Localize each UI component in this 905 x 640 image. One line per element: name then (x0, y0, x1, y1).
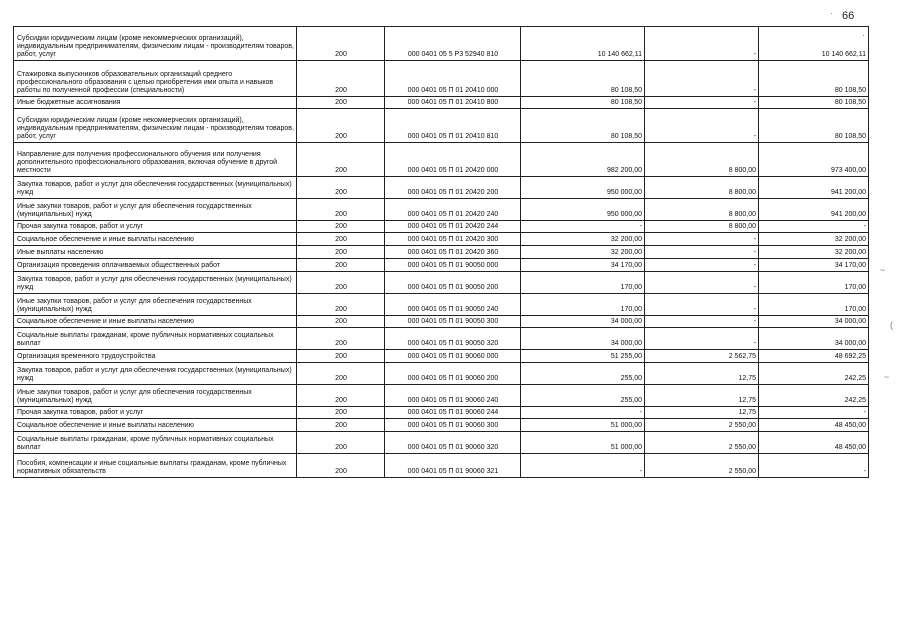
row-name: Закупка товаров, работ и услуг для обеспечения государственных (муниципальных) нужд (14, 272, 297, 294)
row-name: Стажировка выпускников образовательных организаций среднего профессионального образования с целью приобретения ими опыта и навыков работы по полученной профессии (специальности) (14, 61, 297, 97)
row-executed-amount: - (645, 27, 759, 61)
row-name: Иные закупки товаров, работ и услуг для обеспечения государственных (муниципальных) нужд (14, 199, 297, 221)
row-budget-code: 000 0401 05 П 01 20420 360 (385, 246, 521, 259)
row-name: Закупка товаров, работ и услуг для обеспечения государственных (муниципальных) нужд (14, 177, 297, 199)
row-executed-amount: - (645, 294, 759, 316)
row-budget-code: 000 0401 05 П 01 20420 244 (385, 221, 521, 233)
row-remaining-amount: - (759, 221, 869, 233)
row-remaining-amount: 170,00 (759, 294, 869, 316)
row-budget-code: 000 0401 05 П 01 90060 321 (385, 454, 521, 478)
table-row (14, 316, 869, 328)
row-line-code: 200 (297, 199, 385, 221)
row-budget-code: 000 0401 05 П 01 20420 300 (385, 233, 521, 246)
row-budget-code: 000 0401 05 П 01 90060 000 (385, 350, 521, 363)
scan-speck: ( (890, 320, 893, 330)
row-executed-amount: 8 800,00 (645, 143, 759, 177)
row-remaining-amount: 941 200,00 (759, 177, 869, 199)
row-remaining-amount: 32 200,00 (759, 233, 869, 246)
row-name: Субсидии юридическим лицам (кроме некоммерческих организаций), индивидуальным предпринимателям, физическим лицам - производителям товаров, работ, услуг (14, 109, 297, 143)
table-row (14, 272, 869, 294)
row-line-code: 200 (297, 27, 385, 61)
table-row (14, 221, 869, 233)
row-name: Организация временного трудоустройства (14, 350, 297, 363)
row-name: Социальные выплаты гражданам, кроме публичных нормативных социальных выплат (14, 432, 297, 454)
row-approved-amount: 170,00 (521, 272, 645, 294)
row-executed-amount: - (645, 109, 759, 143)
table-row (14, 419, 869, 432)
row-executed-amount: 8 800,00 (645, 177, 759, 199)
row-executed-amount: - (645, 97, 759, 109)
row-line-code: 200 (297, 432, 385, 454)
row-approved-amount: 80 108,50 (521, 61, 645, 97)
row-name: Иные выплаты населению (14, 246, 297, 259)
row-budget-code: 000 0401 05 П 01 20410 800 (385, 97, 521, 109)
row-approved-amount: 80 108,50 (521, 97, 645, 109)
row-approved-amount: 950 000,00 (521, 199, 645, 221)
row-remaining-amount: 10 140 662,11 (759, 27, 869, 61)
row-budget-code: 000 0401 05 П 01 90060 300 (385, 419, 521, 432)
table-row (14, 246, 869, 259)
row-approved-amount: 34 000,00 (521, 328, 645, 350)
row-name: Иные закупки товаров, работ и услуг для обеспечения государственных (муниципальных) нужд (14, 294, 297, 316)
row-approved-amount: 34 000,00 (521, 316, 645, 328)
row-remaining-amount: 941 200,00 (759, 199, 869, 221)
row-approved-amount: - (521, 407, 645, 419)
row-line-code: 200 (297, 407, 385, 419)
row-approved-amount: 80 108,50 (521, 109, 645, 143)
row-executed-amount: 12,75 (645, 407, 759, 419)
row-approved-amount: 51 255,00 (521, 350, 645, 363)
row-approved-amount: 34 170,00 (521, 259, 645, 272)
row-budget-code: 000 0401 05 П 01 90050 200 (385, 272, 521, 294)
row-name: Социальные выплаты гражданам, кроме публичных нормативных социальных выплат (14, 328, 297, 350)
row-name: Субсидии юридическим лицам (кроме некоммерческих организаций), индивидуальным предпринимателям, физическим лицам - производителям товаров, работ, услуг (14, 27, 297, 61)
row-name: Прочая закупка товаров, работ и услуг (14, 221, 297, 233)
row-budget-code: 000 0401 05 П 01 20420 240 (385, 199, 521, 221)
row-line-code: 200 (297, 97, 385, 109)
row-name: Направление для получения профессионального обучения или получения дополнительного профессионального образования, включая обучение в другой местности (14, 143, 297, 177)
row-line-code: 200 (297, 316, 385, 328)
row-budget-code: 000 0401 05 П 01 90050 000 (385, 259, 521, 272)
row-executed-amount: 2 550,00 (645, 419, 759, 432)
table-row (14, 143, 869, 177)
row-budget-code: 000 0401 05 П 01 90060 320 (385, 432, 521, 454)
row-remaining-amount: 242,25 (759, 385, 869, 407)
row-remaining-amount: 32 200,00 (759, 246, 869, 259)
row-approved-amount: 170,00 (521, 294, 645, 316)
table-row (14, 363, 869, 385)
row-budget-code: 000 0401 05 5 P3 52940 810 (385, 27, 521, 61)
row-budget-code: 000 0401 05 П 01 20420 000 (385, 143, 521, 177)
row-remaining-amount: 34 000,00 (759, 328, 869, 350)
row-line-code: 200 (297, 221, 385, 233)
row-approved-amount: 10 140 662,11 (521, 27, 645, 61)
row-name: Социальное обеспечение и иные выплаты населению (14, 233, 297, 246)
row-name: Пособия, компенсации и иные социальные выплаты гражданам, кроме публичных нормативных обязательств (14, 454, 297, 478)
row-approved-amount: 255,00 (521, 385, 645, 407)
row-executed-amount: - (645, 259, 759, 272)
row-remaining-amount: 80 108,50 (759, 109, 869, 143)
table-row (14, 199, 869, 221)
row-line-code: 200 (297, 109, 385, 143)
row-approved-amount: 51 000,00 (521, 432, 645, 454)
row-line-code: 200 (297, 454, 385, 478)
row-remaining-amount: 170,00 (759, 272, 869, 294)
row-name: Социальное обеспечение и иные выплаты населению (14, 316, 297, 328)
row-line-code: 200 (297, 259, 385, 272)
row-remaining-amount: 80 108,50 (759, 61, 869, 97)
scan-speck: ~ (884, 372, 890, 382)
table-row (14, 61, 869, 97)
row-budget-code: 000 0401 05 П 01 20420 200 (385, 177, 521, 199)
row-remaining-amount: - (759, 454, 869, 478)
row-remaining-amount: - (759, 407, 869, 419)
row-line-code: 200 (297, 385, 385, 407)
page-number: 66 (842, 10, 855, 22)
row-budget-code: 000 0401 05 П 01 20410 000 (385, 61, 521, 97)
row-executed-amount: - (645, 246, 759, 259)
table-row (14, 407, 869, 419)
row-approved-amount: 950 000,00 (521, 177, 645, 199)
row-remaining-amount: 242,25 (759, 363, 869, 385)
budget-table (13, 26, 869, 478)
row-line-code: 200 (297, 350, 385, 363)
row-approved-amount: 32 200,00 (521, 246, 645, 259)
scan-speck: · (862, 30, 865, 40)
row-remaining-amount: 48 450,00 (759, 419, 869, 432)
row-line-code: 200 (297, 233, 385, 246)
table-row (14, 350, 869, 363)
row-budget-code: 000 0401 05 П 01 90050 300 (385, 316, 521, 328)
row-budget-code: 000 0401 05 П 01 20410 810 (385, 109, 521, 143)
row-line-code: 200 (297, 363, 385, 385)
row-line-code: 200 (297, 61, 385, 97)
row-executed-amount: 2 562,75 (645, 350, 759, 363)
row-remaining-amount: 48 692,25 (759, 350, 869, 363)
row-executed-amount: - (645, 233, 759, 246)
row-executed-amount: 2 550,00 (645, 454, 759, 478)
row-name: Иные бюджетные ассигнования (14, 97, 297, 109)
row-executed-amount: 8 800,00 (645, 221, 759, 233)
row-executed-amount: 12,75 (645, 363, 759, 385)
table-row (14, 97, 869, 109)
row-name: Социальное обеспечение и иные выплаты населению (14, 419, 297, 432)
row-executed-amount: 12,75 (645, 385, 759, 407)
row-executed-amount: - (645, 61, 759, 97)
row-line-code: 200 (297, 143, 385, 177)
row-executed-amount: 2 550,00 (645, 432, 759, 454)
table-row (14, 294, 869, 316)
table-row (14, 27, 869, 61)
row-line-code: 200 (297, 272, 385, 294)
row-remaining-amount: 48 450,00 (759, 432, 869, 454)
table-row (14, 454, 869, 478)
row-executed-amount: - (645, 328, 759, 350)
row-remaining-amount: 80 108,50 (759, 97, 869, 109)
table-row (14, 259, 869, 272)
row-approved-amount: 32 200,00 (521, 233, 645, 246)
table-row (14, 109, 869, 143)
table-row (14, 177, 869, 199)
row-name: Иные закупки товаров, работ и услуг для обеспечения государственных (муниципальных) нужд (14, 385, 297, 407)
row-name: Закупка товаров, работ и услуг для обеспечения государственных (муниципальных) нужд (14, 363, 297, 385)
scan-speck: · (830, 8, 833, 18)
row-approved-amount: - (521, 454, 645, 478)
row-approved-amount: 255,00 (521, 363, 645, 385)
row-executed-amount: - (645, 272, 759, 294)
table-row (14, 233, 869, 246)
row-remaining-amount: 973 400,00 (759, 143, 869, 177)
table-row (14, 385, 869, 407)
row-executed-amount: 8 800,00 (645, 199, 759, 221)
table-row (14, 328, 869, 350)
table-row (14, 432, 869, 454)
row-budget-code: 000 0401 05 П 01 90060 200 (385, 363, 521, 385)
row-approved-amount: - (521, 221, 645, 233)
row-name: Прочая закупка товаров, работ и услуг (14, 407, 297, 419)
row-approved-amount: 982 200,00 (521, 143, 645, 177)
row-budget-code: 000 0401 05 П 01 90050 320 (385, 328, 521, 350)
row-line-code: 200 (297, 246, 385, 259)
row-remaining-amount: 34 000,00 (759, 316, 869, 328)
row-remaining-amount: 34 170,00 (759, 259, 869, 272)
row-line-code: 200 (297, 294, 385, 316)
row-line-code: 200 (297, 419, 385, 432)
row-name: Организация проведения оплачиваемых общественных работ (14, 259, 297, 272)
scan-speck: ~ (880, 265, 886, 275)
row-budget-code: 000 0401 05 П 01 90060 240 (385, 385, 521, 407)
row-executed-amount: - (645, 316, 759, 328)
row-budget-code: 000 0401 05 П 01 90050 240 (385, 294, 521, 316)
row-line-code: 200 (297, 328, 385, 350)
row-budget-code: 000 0401 05 П 01 90060 244 (385, 407, 521, 419)
row-line-code: 200 (297, 177, 385, 199)
row-approved-amount: 51 000,00 (521, 419, 645, 432)
